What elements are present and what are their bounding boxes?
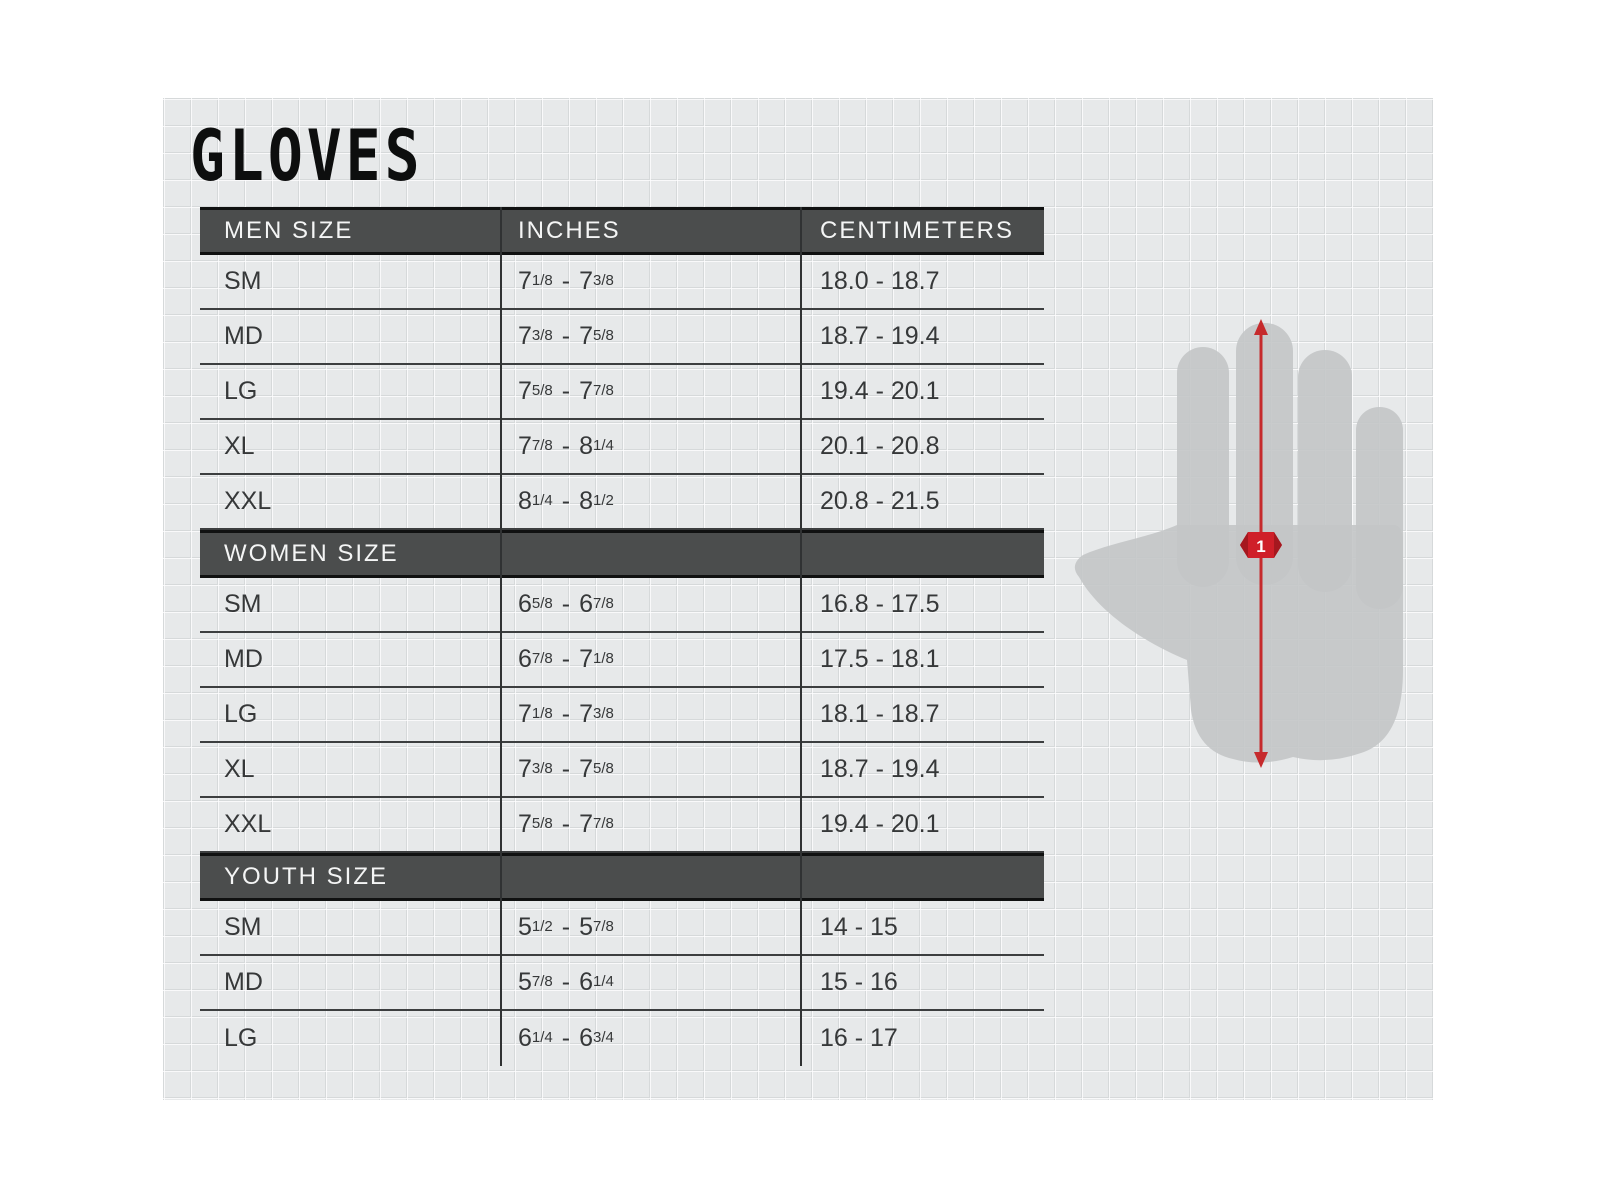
column-header: CENTIMETERS	[820, 217, 1015, 244]
section-header-youth-size	[200, 853, 1044, 901]
grid-paper-panel	[163, 98, 1433, 1100]
centimeters-cell: 17.5 - 18.1	[820, 645, 940, 673]
centimeters-cell: 18.0 - 18.7	[820, 267, 940, 295]
inches-cell	[500, 798, 800, 851]
column-header	[500, 856, 800, 898]
inches-value: 7	[518, 755, 532, 783]
column-header: WOMEN SIZE	[224, 540, 399, 567]
size-cell: XL	[224, 432, 255, 460]
inches-cell	[500, 310, 800, 363]
hand-measurement-figure	[1065, 315, 1403, 770]
column-header	[500, 533, 800, 575]
fraction: 7/8	[593, 815, 614, 832]
column-header: MEN SIZE	[224, 217, 354, 244]
inches-cell	[500, 956, 800, 1009]
centimeters-cell: 14 - 15	[820, 913, 898, 941]
centimeters-cell: 20.1 - 20.8	[820, 432, 940, 460]
range-dash: -	[561, 913, 571, 941]
inches-value: 6	[518, 590, 532, 618]
size-cell: XXL	[224, 487, 272, 515]
inches-value: 7	[579, 377, 593, 405]
inches-value: 7	[518, 810, 532, 838]
inches-value: 5	[579, 913, 593, 941]
fraction: 1/8	[593, 650, 614, 667]
size-cell: XL	[224, 755, 255, 783]
size-cell: MD	[224, 968, 263, 996]
range-dash: -	[561, 267, 571, 295]
centimeters-cell: 19.4 - 20.1	[820, 377, 940, 405]
inches-value: 7	[518, 700, 532, 728]
inches-value: 6	[518, 1024, 532, 1052]
hand-illustration	[1065, 315, 1403, 770]
table-row	[200, 420, 1044, 475]
fraction: 1/8	[531, 705, 553, 722]
fraction: 1/2	[593, 492, 614, 509]
column-header	[800, 856, 1044, 898]
centimeters-cell: 15 - 16	[820, 968, 898, 996]
inches-cell	[500, 1011, 800, 1066]
inches-cell	[500, 255, 800, 308]
size-cell: SM	[224, 267, 262, 295]
column-divider	[500, 207, 502, 1066]
section-header-women-size	[200, 530, 1044, 578]
range-dash: -	[561, 487, 571, 515]
inches-value: 7	[579, 322, 593, 350]
fraction: 1/8	[531, 272, 553, 289]
size-cell: SM	[224, 590, 262, 618]
inches-cell	[500, 365, 800, 418]
range-dash: -	[561, 810, 571, 838]
size-cell: LG	[224, 700, 258, 728]
inches-value: 8	[579, 487, 593, 515]
range-dash: -	[561, 645, 571, 673]
inches-value: 6	[579, 590, 593, 618]
table-row	[200, 475, 1044, 530]
centimeters-cell: 20.8 - 21.5	[820, 487, 940, 515]
glove-size-table	[200, 207, 1044, 1066]
fraction: 7/8	[531, 650, 553, 667]
inches-value: 7	[518, 432, 532, 460]
inches-cell	[500, 578, 800, 631]
size-cell: MD	[224, 322, 263, 350]
fraction: 7/8	[593, 382, 614, 399]
range-dash: -	[561, 590, 571, 618]
fraction: 5/8	[531, 595, 553, 612]
inches-cell	[500, 901, 800, 954]
fraction: 3/8	[593, 272, 614, 289]
fraction: 1/4	[593, 437, 614, 454]
fraction: 7/8	[593, 595, 614, 612]
inches-value: 7	[518, 267, 532, 295]
table-row	[200, 688, 1044, 743]
size-cell: SM	[224, 913, 262, 941]
fraction: 1/4	[531, 1029, 553, 1046]
range-dash: -	[561, 1024, 571, 1052]
table-row	[200, 633, 1044, 688]
column-header	[800, 533, 1044, 575]
inches-value: 7	[518, 322, 532, 350]
table-row	[200, 743, 1044, 798]
fraction: 3/8	[593, 705, 614, 722]
fraction: 5/8	[531, 815, 553, 832]
inches-value: 7	[579, 700, 593, 728]
fraction: 1/2	[531, 918, 553, 935]
inches-value: 8	[579, 432, 593, 460]
inches-cell	[500, 633, 800, 686]
inches-cell	[500, 743, 800, 796]
table-row	[200, 310, 1044, 365]
inches-value: 6	[579, 968, 593, 996]
centimeters-cell: 18.1 - 18.7	[820, 700, 940, 728]
hand-silhouette	[1075, 323, 1403, 763]
fraction: 5/8	[531, 382, 553, 399]
size-cell: LG	[224, 1024, 258, 1052]
inches-value: 7	[579, 810, 593, 838]
inches-value: 7	[579, 645, 593, 673]
centimeters-cell: 16 - 17	[820, 1024, 898, 1052]
fraction: 5/8	[593, 327, 614, 344]
table-row	[200, 956, 1044, 1011]
fraction: 3/4	[593, 1029, 614, 1046]
range-dash: -	[561, 377, 571, 405]
inches-value: 6	[579, 1024, 593, 1052]
measurement-marker-badge	[1240, 532, 1282, 558]
inches-cell	[500, 688, 800, 741]
range-dash: -	[561, 700, 571, 728]
inches-value: 7	[579, 267, 593, 295]
measurement-marker-label: 1	[1256, 537, 1266, 556]
column-header: YOUTH SIZE	[224, 863, 389, 890]
size-cell: MD	[224, 645, 263, 673]
section-header-men-size	[200, 207, 1044, 255]
inches-value: 8	[518, 487, 532, 515]
fraction: 3/8	[531, 327, 553, 344]
inches-cell	[500, 420, 800, 473]
range-dash: -	[561, 322, 571, 350]
range-dash: -	[561, 755, 571, 783]
table-row	[200, 798, 1044, 853]
page-title: GLOVES	[190, 114, 424, 197]
table-row	[200, 255, 1044, 310]
fraction: 7/8	[593, 918, 614, 935]
inches-value: 6	[518, 645, 532, 673]
inches-cell	[500, 475, 800, 528]
column-header: INCHES	[518, 217, 621, 244]
range-dash: -	[561, 968, 571, 996]
table-row	[200, 901, 1044, 956]
fraction: 3/8	[531, 760, 553, 777]
centimeters-cell: 19.4 - 20.1	[820, 810, 940, 838]
fraction: 5/8	[593, 760, 614, 777]
fraction: 1/4	[593, 973, 614, 990]
centimeters-cell: 16.8 - 17.5	[820, 590, 940, 618]
centimeters-cell: 18.7 - 19.4	[820, 322, 940, 350]
column-divider	[800, 207, 802, 1066]
table-row	[200, 1011, 1044, 1066]
table-row	[200, 578, 1044, 633]
table-row	[200, 365, 1044, 420]
fraction: 7/8	[531, 437, 553, 454]
centimeters-cell: 18.7 - 19.4	[820, 755, 940, 783]
size-cell: LG	[224, 377, 258, 405]
inches-value: 5	[518, 913, 532, 941]
inches-value: 7	[518, 377, 532, 405]
range-dash: -	[561, 432, 571, 460]
fraction: 7/8	[531, 973, 553, 990]
inches-value: 5	[518, 968, 532, 996]
fraction: 1/4	[531, 492, 553, 509]
size-cell: XXL	[224, 810, 272, 838]
inches-value: 7	[579, 755, 593, 783]
